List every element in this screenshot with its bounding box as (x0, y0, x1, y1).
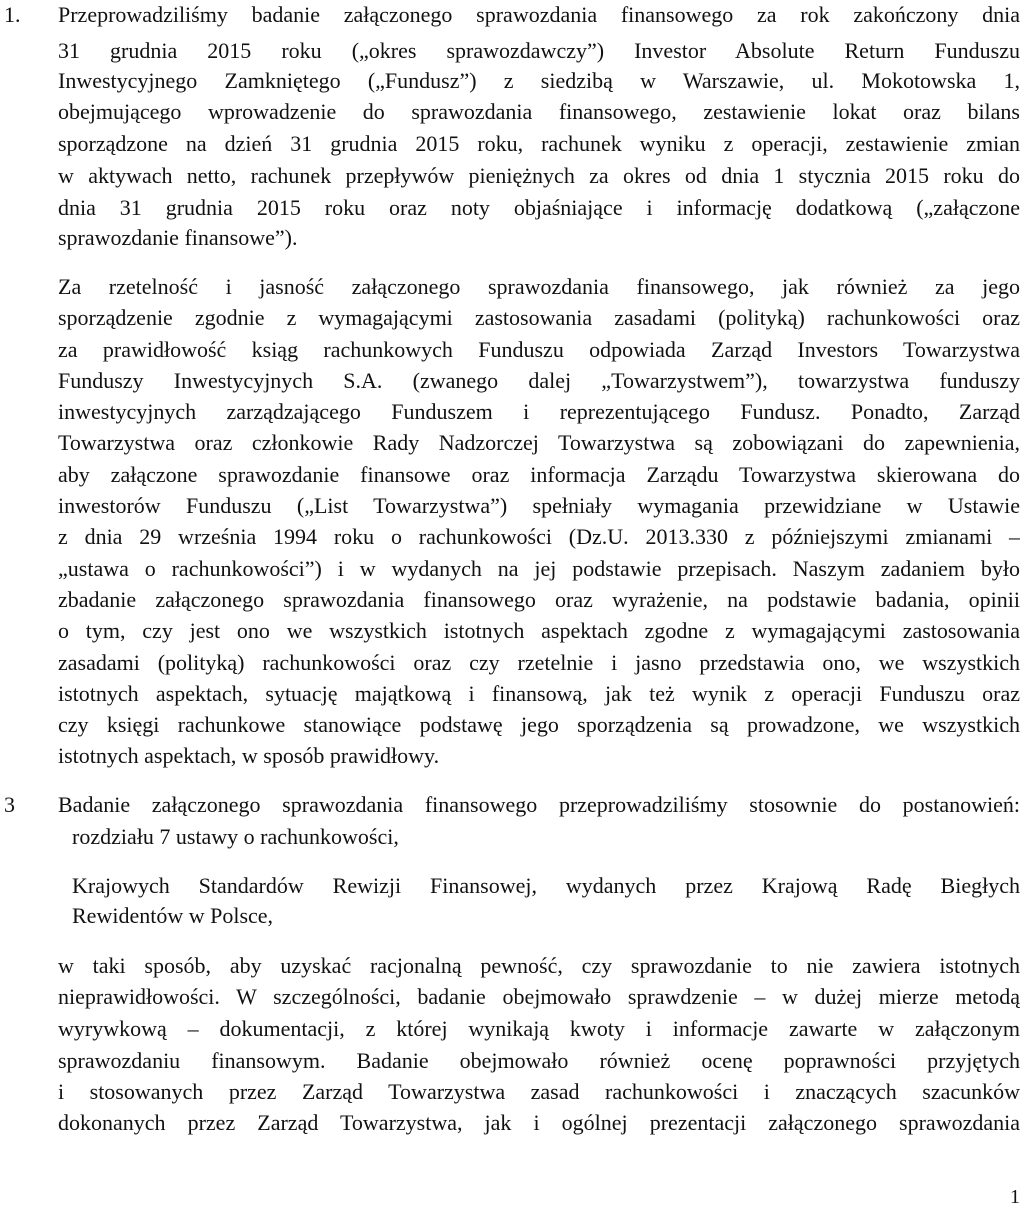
paragraph-line: zbadanie załączonego sprawozdania finansowego oraz wyrażenie, na podstawie badania, opinii (58, 587, 1020, 612)
paragraph-line: w aktywach netto, rachunek przepływów pieniężnych za okres od dnia 1 stycznia 2015 roku do (58, 163, 1020, 188)
paragraph-line: 31 grudnia 2015 roku („okres sprawozdawczy”) Investor Absolute Return Funduszu (58, 38, 1020, 63)
paragraph-line: aby załączone sprawozdanie finansowe oraz informacja Zarządu Towarzystwa skierowana do (58, 462, 1020, 487)
page-number: 1 (1010, 1186, 1020, 1208)
section-number-1: 1. (4, 2, 21, 27)
paragraph-line: czy księgi rachunkowe stanowiące podstawę jego sporządzenia są prowadzone, we wszystkich (58, 712, 1020, 737)
paragraph-line: w taki sposób, aby uzyskać racjonalną pewność, czy sprawozdanie to nie zawiera istotnych (58, 953, 1020, 978)
paragraph-line: Towarzystwa oraz członkowie Rady Nadzorczej Towarzystwa są zobowiązani do zapewnienia, (58, 430, 1020, 455)
paragraph-line: sporządzenie zgodnie z wymagającymi zastosowania zasadami (polityką) rachunkowości oraz (58, 305, 1020, 330)
paragraph-line: „ustawa o rachunkowości”) i w wydanych na jej podstawie przepisach. Naszym zadaniem było (58, 556, 1020, 581)
paragraph-line: sprawozdanie finansowe”). (58, 225, 298, 250)
paragraph-line: Za rzetelność i jasność załączonego sprawozdania finansowego, jak również za jego (58, 274, 1020, 299)
paragraph-line: nieprawidłowości. W szczególności, badanie obejmowało sprawdzenie – w dużej mierze metodą (58, 984, 1020, 1009)
paragraph-line: Inwestycyjnego Zamkniętego („Fundusz”) z siedzibą w Warszawie, ul. Mokotowska 1, (58, 68, 1020, 93)
paragraph-line: dokonanych przez Zarząd Towarzystwa, jak i ogólnej prezentacji załączonego sprawozdania (58, 1110, 1020, 1135)
paragraph-line: obejmującego wprowadzenie do sprawozdania finansowego, zestawienie lokat oraz bilans (58, 99, 1020, 124)
paragraph-line: z dnia 29 września 1994 roku o rachunkowości (Dz.U. 2013.330 z późniejszymi zmianami – (58, 524, 1020, 549)
paragraph-line: o tym, czy jest ono we wszystkich istotnych aspektach zgodne z wymagającymi zastosowania (58, 618, 1020, 643)
list-item: rozdziału 7 ustawy o rachunkowości, (72, 824, 399, 849)
paragraph-line: istotnych aspektach, sytuację majątkową i finansową, jak też wynik z operacji Funduszu oraz (58, 681, 1020, 706)
list-item: Krajowych Standardów Rewizji Finansowej, wydanych przez Krajową Radę Biegłych (72, 873, 1020, 898)
paragraph-line: zasadami (polityką) rachunkowości oraz czy rzetelnie i jasno przedstawia ono, we wszystkich (58, 650, 1020, 675)
paragraph-line: sprawozdaniu finansowym. Badanie obejmowało również ocenę poprawności przyjętych (58, 1048, 1020, 1073)
paragraph-line: i stosowanych przez Zarząd Towarzystwa zasad rachunkowości i znaczących szacunków (58, 1079, 1020, 1104)
paragraph-line: inwestycyjnych zarządzającego Funduszem i reprezentującego Fundusz. Ponadto, Zarząd (58, 399, 1020, 424)
paragraph-line: istotnych aspektach, w sposób prawidłowy. (58, 743, 440, 768)
section-number-3: 3 (4, 792, 15, 817)
paragraph-line: Przeprowadziliśmy badanie załączonego sprawozdania finansowego za rok zakończony dnia (58, 2, 1020, 27)
section-intro: Badanie załączonego sprawozdania finansowego przeprowadziliśmy stosownie do postanowień: (58, 792, 1020, 817)
list-item: Rewidentów w Polsce, (72, 903, 274, 928)
paragraph-line: dnia 31 grudnia 2015 roku oraz noty objaśniające i informację dodatkową („załączone (58, 195, 1020, 220)
paragraph-line: sporządzone na dzień 31 grudnia 2015 roku, rachunek wyniku z operacji, zestawienie zmian (58, 131, 1020, 156)
paragraph-line: wyrywkową – dokumentacji, z której wynikają kwoty i informacje zawarte w załączonym (58, 1016, 1020, 1041)
paragraph-line: za prawidłowość ksiąg rachunkowych Funduszu odpowiada Zarząd Investors Towarzystwa (58, 337, 1020, 362)
paragraph-line: Funduszy Inwestycyjnych S.A. (zwanego dalej „Towarzystwem”), towarzystwa funduszy (58, 368, 1020, 393)
paragraph-line: inwestorów Funduszu („List Towarzystwa”) spełniały wymagania przewidziane w Ustawie (58, 493, 1020, 518)
